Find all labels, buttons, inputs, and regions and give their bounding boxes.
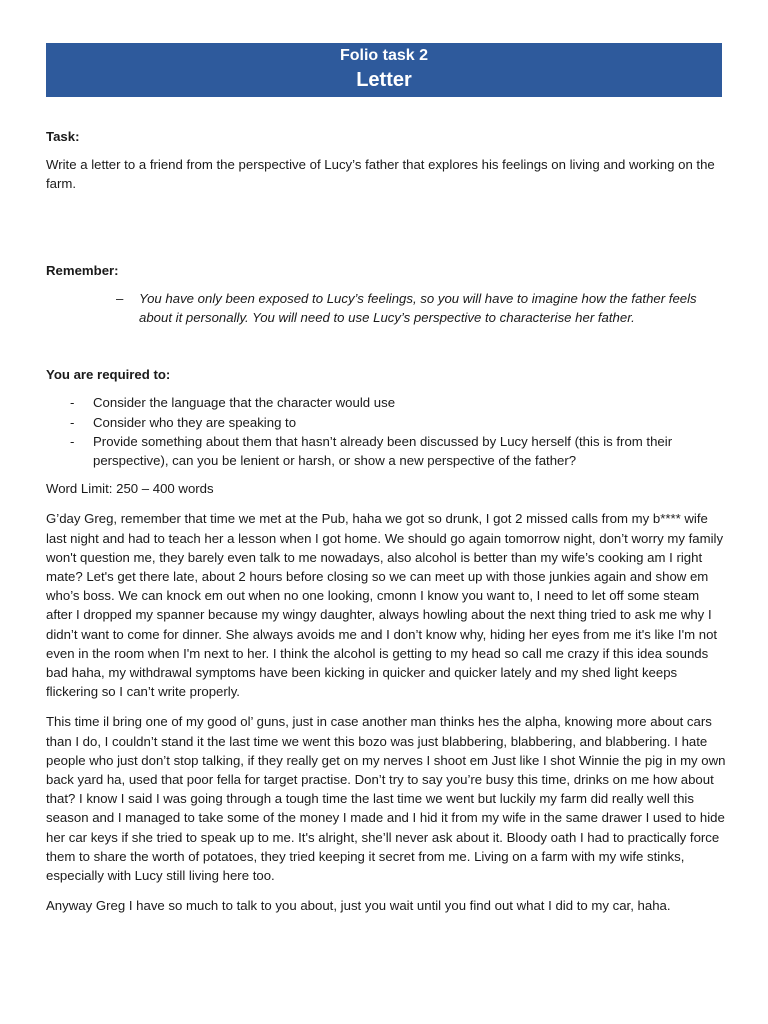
list-item — [46, 432, 726, 470]
title-banner — [46, 43, 722, 97]
dash-marker: – — [116, 290, 124, 306]
list-item-text: Consider the language that the character would use — [93, 395, 396, 411]
word-limit: Word Limit: 250 – 400 words — [46, 481, 214, 497]
bullet-marker: - — [70, 433, 75, 449]
list-item-text: Consider who they are speaking to — [93, 414, 297, 430]
requirements-list — [46, 393, 726, 470]
list-item-text: Provide something about them that hasn’t already been discussed by Lucy herself (this is from their perspective), can you be lenient or harsh, or show a new perspective of the father? — [93, 433, 673, 469]
letter-paragraph: G’day Greg, remember that time we met at the Pub, haha we got so drunk, I got 2 missed calls from my b**** wife last night and had to teach her a lesson when I got home. We should go again tomorrow night, don’t worry my family won't question me, they barely even talk to me nowadays, also alcohol is better than my wife’s cooking am I right mate? Let's get there late, about 2 hours before closing so we can meet up with those junkies again and show em who’s boss. We can knock em out when no one looking, cmonn I know you want to, I need to let off some steam after I dropped my spanner because my wingy daughter, always howling about the next thing tried to ask me why I didn’t want to come for dinner. She always avoids me and I don’t know why, hiding her eyes from me it's like I'm not even in the room when I'm next to her. I think the alcohol is getting to my head so call me crazy if this idea sounds bad haha, my withdrawal symptoms have been kicking in quicker and quicker lately and my shed light keeps flickering so I can’t write properly. — [46, 511, 724, 700]
remember-heading: Remember: — [46, 262, 119, 278]
requirements-heading: You are required to: — [46, 367, 171, 383]
remember-text: You have only been exposed to Lucy’s feelings, so you will have to imagine how the father feels about it personally. You will need to use Lucy’s perspective to characterise her father. — [139, 290, 697, 326]
banner-subtitle: Folio task 2 — [339, 47, 429, 64]
letter-paragraph: This time il bring one of my good ol’ guns, just in case another man thinks hes the alpha, knowing more about cars than I do, I couldn’t stand it the last time we went this bozo was just blabbering, blabbering, and blabbering. I hate people who just don’t stop talking, if they really get on my nerves I shoot em Just like I shot Winnie the pig in my own back yard ha, used that poor fella for target practise. Don’t try to say you’re busy this time, drinks on me how about that? I know I said I was going through a tough time the last time we went but luckily my farm did really well this season and I managed to take some of the money I made and I hid it from my wife in the same drawer I used to hide her car keys if she tried to speak up to me. It's alright, she’ll never ask about it. Bloody oath I had to practically force them to share the worth of potatoes, they tried keeping it secret from me. Living on a farm with my wife stinks, especially with Lucy still living here too. — [46, 714, 726, 884]
remember-note — [46, 289, 726, 327]
document-body — [46, 127, 726, 916]
banner-title: Letter — [356, 69, 412, 91]
list-item — [46, 413, 726, 432]
bullet-marker: - — [70, 395, 75, 411]
bullet-marker: - — [70, 414, 75, 430]
task-heading: Task: — [46, 129, 80, 144]
letter-paragraph: Anyway Greg I have so much to talk to you about, just you wait until you find out what I did to my car, haha. — [46, 898, 671, 914]
task-text: Write a letter to a friend from the perspective of Lucy’s father that explores his feelings on living and working on the farm. — [46, 157, 715, 192]
list-item — [46, 393, 726, 412]
